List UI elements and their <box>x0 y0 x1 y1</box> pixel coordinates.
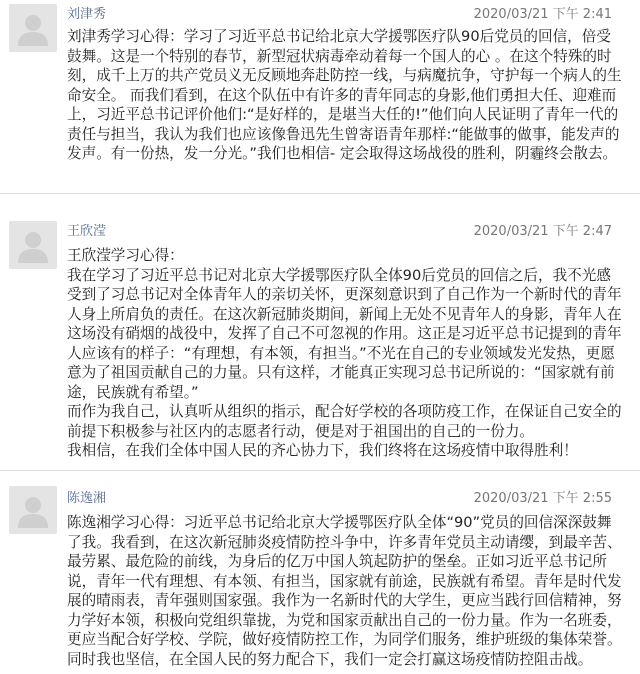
divider <box>0 470 640 471</box>
comment-author[interactable]: 刘津秀 <box>67 7 107 22</box>
default-user-avatar-icon[interactable] <box>9 221 57 269</box>
comment-body: 刘津秀学习心得：学习了习近平总书记给北京大学援鄂医疗队90后党员的回信，倍受鼓舞。这是一个特别的春节，新型冠状病毒牵动着每一个国人的心 。在这个特殊的时刻，成千上万的共产党员义无反顾地奔赴防控一线，与病魔抗争，守护每一个病人的生命安全。 而我们看到，在这个队伍中有许多的青年同志的身影,他们勇担大任、迎难而上，习近平总书记评价他们:“是好样的，是堪当大任的!”他们向人民证明了青年一代的责任与担当，我认为我们也应该像鲁迅先生曾寄语青年那样:“能做事的做事，能发声的发声。有一份热，发一分光。”我们也相信- 定会取得这场战役的胜利，阴霾终会散去。 <box>67 28 622 162</box>
comment-timestamp: 2020/03/21 下午 2:41 <box>473 7 612 22</box>
comment-author[interactable]: 王欣滢 <box>67 224 107 239</box>
comment-author[interactable]: 陈逸湘 <box>67 491 107 506</box>
comment-body: 王欣滢学习心得： 我在学习了习近平总书记对北京大学援鄂医疗队全体90后党员的回信之后，我不光感受到了习总书记对全体青年人的亲切关怀，更深刻意识到了自己作为一个新时代的青年人身上所肩负的责任。在这次新冠肺炎期间，新闻上无处不见青年人的身影，青年人在这场没有硝烟的战役中，发挥了自己不可忽视的作用。这正是习近平总书记提到的青年人应该有的样子：“有理想，有本领，有担当。”不光在自己的专业领域发光发热，更愿意为了祖国贡献自己的力量。只有这样，才能真正实现习总书记所说的：“国家就有前途，民族就有希望。” 而作为我自己，认真听从组织的指示，配合好学校的各项防疫工作，在保证自己安全的前提下积极参与社区内的志愿者行动，便是对于祖国出的自己的一份力。 我相信，在我们全体中国人民的齐心协力下，我们终将在这场疫情中取得胜利！ <box>67 247 622 459</box>
comment-timestamp: 2020/03/21 下午 2:47 <box>473 224 612 239</box>
comment-post <box>0 0 640 194</box>
comment-body: 陈逸湘学习心得：习近平总书记给北京大学援鄂医疗队全体“90”党员的回信深深鼓舞了我。我看到，在这次新冠肺炎疫情防控斗争中，许多青年党员主动请缨，到最辛苦、最劳累、最危险的前线，为身后的亿万中国人筑起防护的堡垒。正如习近平总书记所说，青年一代有理想、有本领、有担当，国家就有前途，民族就有希望。青年是时代发展的晴雨表，青年强则国家强。我作为一名新时代的大学生，更应当践行回信精神，努力学好本领，积极向党组织靠拢，为党和国家贡献出自己的一份力量。作为一名班委，更应当配合好学校、学院，做好疫情防控工作，为同学们服务，维护班级的集体荣誉。同时我也坚信，在全国人民的努力配合下，我们一定会打赢这场疫情防控阻击战。 <box>67 514 622 668</box>
comment-post <box>0 216 640 470</box>
default-user-avatar-icon[interactable] <box>9 486 57 534</box>
comment-post <box>0 481 640 674</box>
comment-timestamp: 2020/03/21 下午 2:55 <box>473 491 612 506</box>
default-user-avatar-icon[interactable] <box>9 4 57 52</box>
